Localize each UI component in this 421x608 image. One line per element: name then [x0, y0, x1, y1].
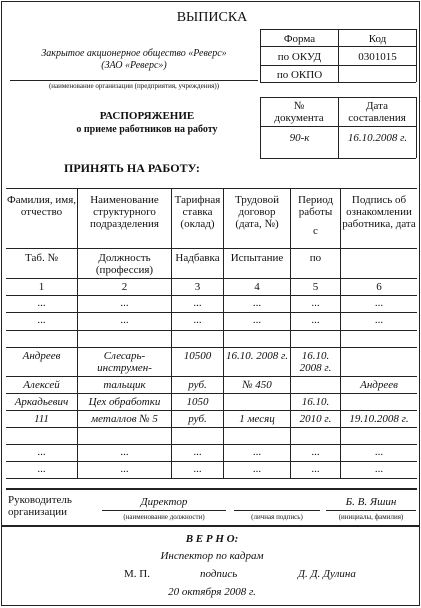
table-cell: № 450 — [242, 379, 272, 391]
company-short-name: (ЗАО «Реверс») — [101, 60, 167, 71]
table-cell: 16.10. — [301, 396, 330, 408]
doc-number-value: 90-к — [289, 132, 310, 144]
company-caption: (наименование организации (предприятия, учреждения)) — [48, 82, 220, 90]
verno-label: В Е Р Н О: — [185, 533, 239, 545]
rule-line — [416, 29, 417, 82]
table-cell: 111 — [34, 413, 49, 425]
table-cell: 19.10.2008 г. — [349, 413, 409, 425]
col-header-period-to: по — [309, 252, 322, 264]
table-cell: 2010 г. — [299, 413, 332, 425]
table-cell: руб. — [188, 413, 207, 425]
rule-line — [171, 188, 172, 478]
table-cell: ... — [193, 297, 202, 309]
rule-line — [6, 312, 417, 313]
okud-value: 0301015 — [358, 51, 397, 63]
table-cell: Цех обработки — [88, 396, 161, 408]
table-cell: Алексей — [23, 379, 60, 391]
col-header-bonus: Надбавка — [175, 252, 220, 264]
certify-date: 20 октября 2008 г. — [168, 586, 256, 598]
table-cell: тальщик — [103, 379, 146, 391]
col-header-position: Должность (профессия) — [95, 252, 154, 276]
sign-label: подпись — [200, 568, 238, 580]
rule-line — [290, 188, 291, 478]
rule-line — [326, 510, 416, 511]
table-cell: 16.10. 2008 г. — [226, 350, 288, 362]
doc-date-header: Дата составления — [348, 100, 406, 124]
col-number-1: 1 — [38, 281, 45, 293]
table-cell: ... — [120, 297, 129, 309]
rule-line — [6, 295, 417, 296]
col-header-contract: Трудовой договор (дата, №) — [234, 194, 280, 230]
rule-line — [234, 510, 320, 511]
table-cell: ... — [37, 446, 46, 458]
director-name: Б. В. Яшин — [345, 496, 397, 508]
rule-line — [340, 188, 341, 478]
table-cell: ... — [252, 463, 262, 475]
table-cell: 1 месяц — [239, 413, 275, 425]
table-cell: ... — [374, 297, 384, 309]
hire-heading: ПРИНЯТЬ НА РАБОТУ: — [64, 161, 200, 175]
table-cell: ... — [311, 297, 320, 309]
table-cell: ... — [252, 297, 262, 309]
table-cell: ... — [374, 463, 384, 475]
table-cell: Слесарь-инструмен- — [97, 350, 152, 374]
position-caption: (наименование должности) — [123, 513, 205, 521]
col-number-2: 2 — [121, 281, 128, 293]
table-cell: ... — [193, 446, 202, 458]
rule-line — [260, 158, 416, 159]
table-cell: ... — [252, 314, 262, 326]
rule-line — [6, 393, 417, 394]
table-cell: ... — [252, 446, 262, 458]
okpo-label: по ОКПО — [276, 69, 323, 81]
name-caption: (инициалы, фамилия) — [338, 513, 404, 521]
table-cell: ... — [120, 463, 129, 475]
rule-line — [416, 97, 417, 158]
col-header-name: Фамилия, имя, отчество — [7, 194, 77, 218]
stamp-label: М. П. — [124, 568, 150, 580]
rule-line — [338, 97, 339, 158]
order-subtitle: о приеме работников на работу — [76, 124, 218, 135]
col-header-period-from: с — [313, 225, 318, 237]
table-cell: ... — [374, 314, 384, 326]
table-cell: руб. — [188, 379, 207, 391]
order-title: РАСПОРЯЖЕНИЕ — [99, 110, 195, 122]
table-cell: ... — [37, 463, 46, 475]
table-cell: металлов № 5 — [91, 413, 158, 425]
table-cell: ... — [311, 314, 320, 326]
col-header-period: Период работы — [298, 194, 333, 218]
table-cell: Андреев — [360, 379, 398, 391]
col-number-6: 6 — [376, 281, 382, 293]
company-name: Закрытое акционерное общество «Реверс» — [41, 48, 227, 59]
col-header-tab-number: Таб. № — [25, 252, 58, 264]
table-cell: ... — [374, 446, 384, 458]
table-cell: Аркадьевич — [14, 396, 69, 408]
rule-line — [6, 347, 417, 348]
col-header-signature: Подпись об ознакомлении работника, дата — [342, 194, 416, 230]
table-cell: ... — [193, 463, 202, 475]
table-cell: ... — [311, 463, 320, 475]
col-number-3: 3 — [194, 281, 201, 293]
table-cell: ... — [120, 446, 129, 458]
rule-line — [6, 248, 417, 249]
sign-caption: (личная подпись) — [251, 513, 303, 521]
rule-line — [260, 97, 261, 158]
doc-number-header: № документа — [274, 100, 324, 124]
table-cell: 10500 — [183, 350, 212, 362]
codes-code-header: Код — [368, 33, 387, 45]
rule-line — [6, 410, 417, 411]
rule-line — [6, 188, 417, 189]
rule-line — [77, 188, 78, 478]
rule-line — [6, 488, 417, 490]
rule-line — [223, 188, 224, 478]
rule-line — [102, 510, 226, 511]
rule-line — [6, 376, 417, 377]
doc-title: ВЫПИСКА — [176, 10, 248, 25]
col-header-rate: Тарифная ставка (оклад) — [174, 194, 221, 230]
rule-line — [6, 478, 417, 479]
rule-line — [6, 461, 417, 462]
document-page — [1, 1, 420, 606]
table-cell: 16.10. 2008 г. — [299, 350, 332, 374]
table-cell: ... — [193, 314, 202, 326]
table-cell: ... — [120, 314, 129, 326]
col-header-probation: Испытание — [230, 252, 284, 264]
role-label: Руководитель организации — [8, 494, 72, 518]
table-cell: 1050 — [186, 396, 209, 408]
section-divider — [2, 525, 419, 527]
company-underline — [10, 80, 258, 81]
col-number-4: 4 — [254, 281, 260, 293]
col-number-5: 5 — [312, 281, 319, 293]
table-cell: ... — [311, 446, 320, 458]
okud-label: по ОКУД — [277, 51, 322, 63]
rule-line — [6, 278, 417, 279]
inspector-name: Д. Д. Дулина — [298, 568, 356, 580]
rule-line — [6, 427, 417, 428]
codes-form-header: Форма — [283, 33, 316, 45]
position-value: Директор — [140, 496, 188, 508]
rule-line — [6, 444, 417, 445]
col-header-department: Наименование структурного подразделения — [90, 194, 159, 230]
rule-line — [260, 82, 416, 83]
inspector-label: Инспектор по кадрам — [160, 550, 264, 562]
doc-date-value: 16.10.2008 г. — [347, 132, 408, 144]
table-cell: Андреев — [22, 350, 61, 362]
table-cell: ... — [37, 314, 46, 326]
table-cell: ... — [37, 297, 46, 309]
rule-line — [6, 330, 417, 331]
